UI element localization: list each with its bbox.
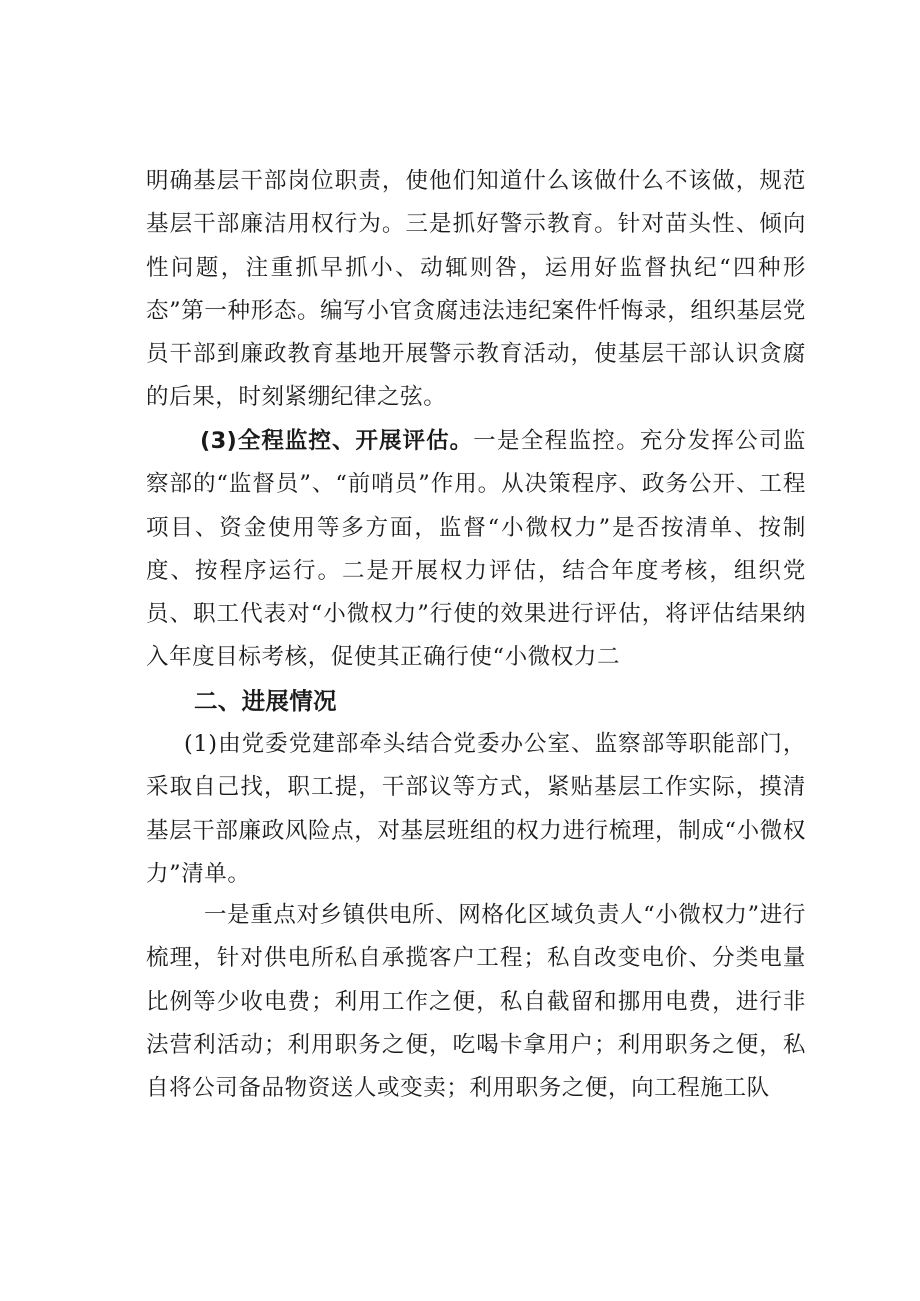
paragraph-text: 一是全程监控。充分发挥公司监察部的“监督员”、“前哨员”作用。从决策程序、政务公开、工程项目、资金使用等多方面，监督“小微权力”是否按清单、按制度、按程序运行。二是开展权力评估，结合年度考核，组织党员、职工代表对“小微权力”行使的效果进行评估，将评估结果纳入年度目标考核，促使其正确行使“小微权力二 [146, 428, 807, 671]
paragraph-text: 明确基层干部岗位职责，使他们知道什么该做什么不该做，规范基层干部廉洁用权行为。三是抓好警示教育。针对苗头性、倾向性问题，注重抓早抓小、动辄则咎，运用好监督执纪“四种形态”第一种形态。编写小官贪腐违法违纪案件忏悔录，组织基层党员干部到廉政教育基地开展警示教育活动，使基层干部认识贪腐的后果，时刻紧绷纪律之弦。 [146, 168, 806, 411]
section-heading: 二、进展情况 [194, 687, 337, 715]
paragraph-progress-1 [146, 723, 806, 896]
paragraph-lead: (3)全程监控、开展评估。 [200, 428, 474, 454]
paragraph-progress-2 [146, 894, 806, 1110]
paragraph-monitoring [146, 420, 806, 680]
paragraph-text: (1)由党委党建部牵头结合党委办公室、监察部等职能部门，采取自己找，职工提，干部议等方式，紧贴基层工作实际，摸清基层干部廉政风险点，对基层班组的权力进行梳理，制成“小微权力”清单。 [146, 731, 806, 887]
paragraph-text: 一是重点对乡镇供电所、网格化区域负责人“小微权力”进行梳理，针对供电所私自承揽客户工程；私自改变电价、分类电量比例等少收电费；利用工作之便，私自截留和挪用电费，进行非法营利活动；利用职务之便，吃喝卡拿用户；利用职务之便，私自将公司备品物资送人或变卖；利用职务之便，向工程施工队 [146, 902, 806, 1102]
paragraph-responsibilities [146, 160, 806, 420]
